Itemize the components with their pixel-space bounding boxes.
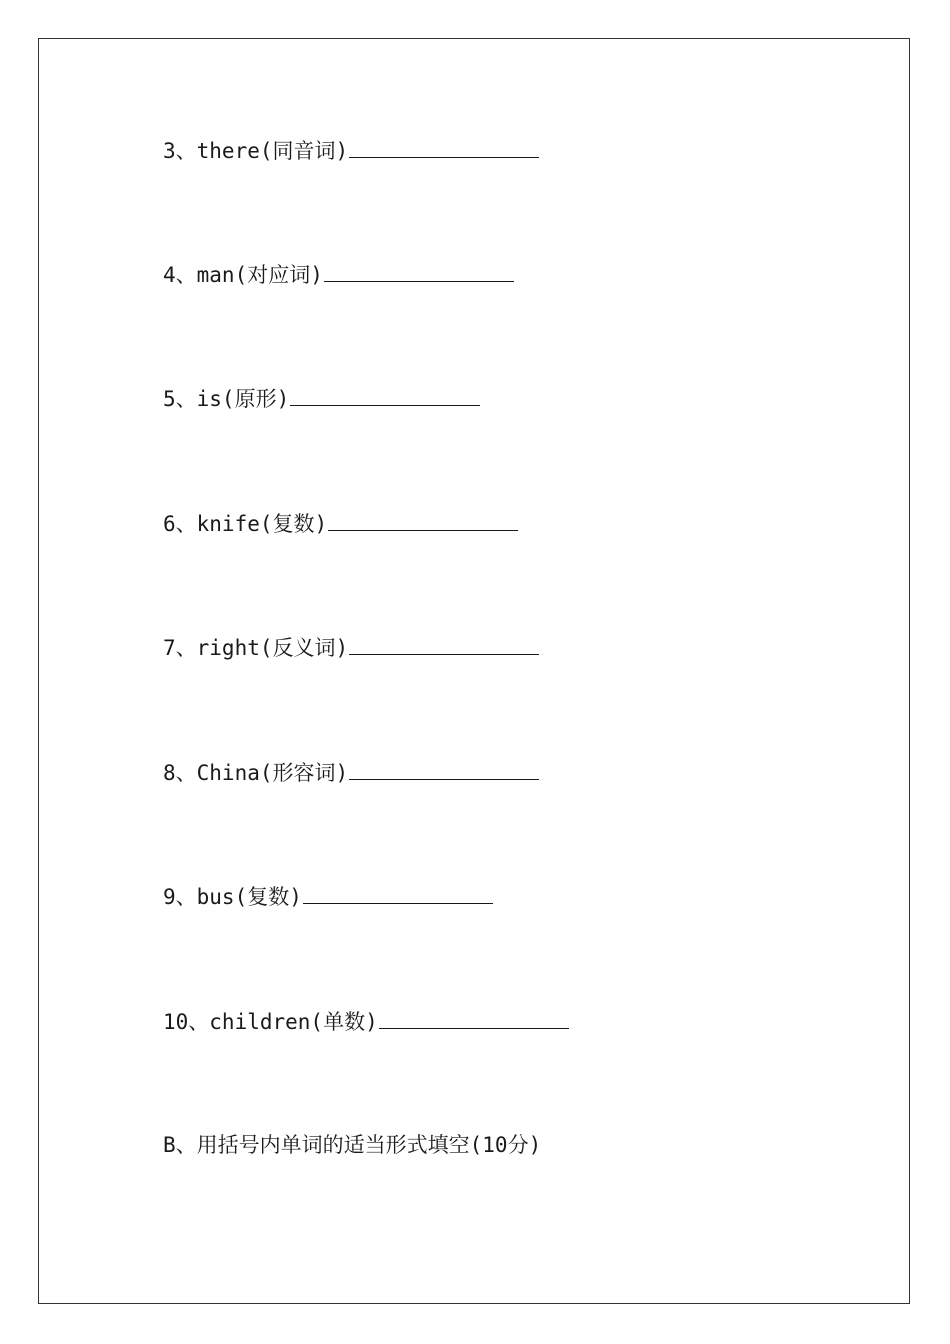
item-prompt: 3、there(同音词) (163, 139, 349, 163)
answer-blank[interactable] (349, 137, 539, 158)
item-prompt: 7、right(反义词) (163, 636, 349, 660)
answer-blank[interactable] (349, 634, 539, 655)
answer-blank[interactable] (328, 510, 518, 531)
exercise-item (163, 137, 539, 164)
answer-blank[interactable] (349, 759, 539, 780)
exercise-item (163, 1008, 569, 1035)
exercise-item (163, 385, 480, 412)
item-prompt: 5、is(原形) (163, 387, 290, 411)
answer-blank[interactable] (379, 1008, 569, 1029)
section-heading: B、用括号内单词的适当形式填空(10分) (163, 1133, 542, 1157)
item-prompt: 9、bus(复数) (163, 885, 302, 909)
exercise-item (163, 261, 514, 288)
page-frame (38, 38, 910, 1304)
item-prompt: 6、knife(复数) (163, 512, 328, 536)
item-prompt: 4、man(对应词) (163, 263, 323, 287)
answer-blank[interactable] (324, 261, 514, 282)
answer-blank[interactable] (303, 883, 493, 904)
exercise-item (163, 883, 493, 910)
exercise-item (163, 510, 518, 537)
item-prompt: 8、China(形容词) (163, 761, 349, 785)
exercise-item (163, 634, 539, 661)
item-prompt: 10、children(单数) (163, 1010, 378, 1034)
answer-blank[interactable] (290, 385, 480, 406)
exercise-item (163, 759, 539, 786)
